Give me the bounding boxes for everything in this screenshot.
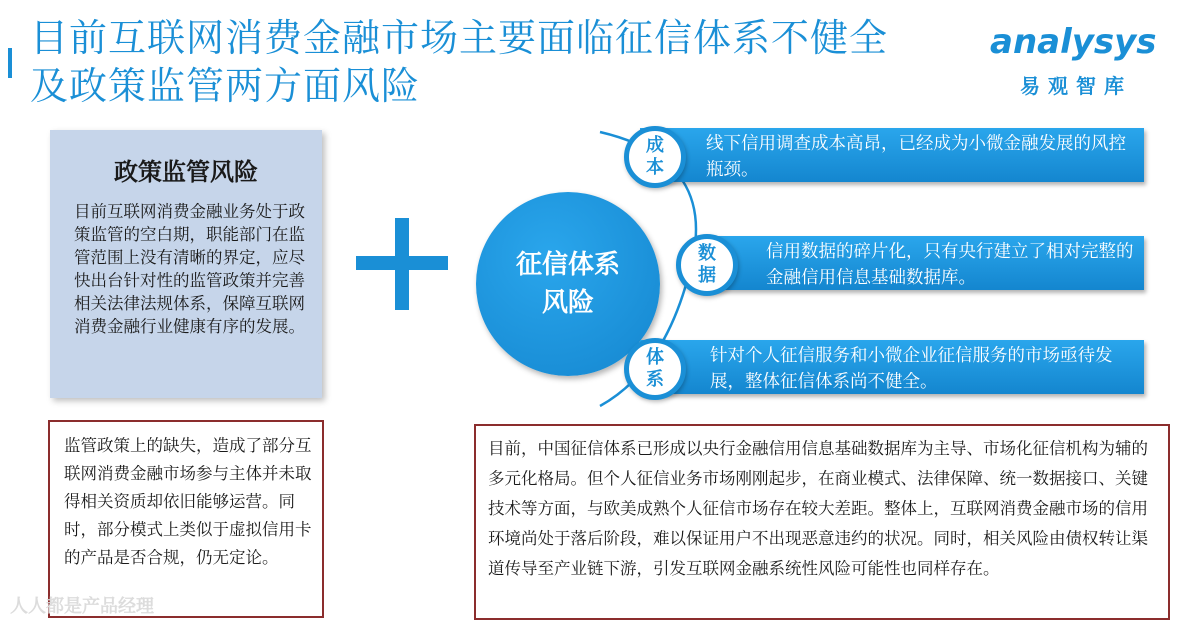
system-tag-circle [624,338,686,400]
credit-risk-title: 征信体系风险 [515,250,620,318]
cost-tag-circle [624,126,686,188]
policy-risk-panel [50,130,322,398]
credit-note-box [474,424,1170,620]
credit-note-text: 目前，中国征信体系已形成以央行金融信用信息基础数据库为主导、市场化征信机构为辅的多元化格局。但个人征信业务市场刚刚起步，在商业模式、法律保障、统一数据接口、关键技术等方面，与欧美成熟个人征信市场存在较大差距。整体上，互联网消费金融市场的信用环境尚处于落后阶段，难以保证用户不出现恶意违约的状况。同时，相关风险由债权转让渠道传导至产业链下游，引发互联网金融系统性风险可能性也同样存在。 [488,439,1148,578]
logo-chinese-name: 易观智库 [1020,74,1132,98]
policy-risk-title: 政策监管风险 [114,158,258,186]
logo-wordmark: analysys [990,22,1157,62]
policy-note-box [48,420,324,618]
data-text: 信用数据的碎片化，只有央行建立了相对完整的金融信用信息基础数据库。 [766,242,1134,288]
plus-icon [356,218,448,310]
page-title-line1: 目前互联网消费金融市场主要面临征信体系不健全 [30,16,889,60]
cost-tag: 成本 [646,135,664,178]
page-title-line2: 及政策监管两方面风险 [30,64,421,108]
policy-risk-body: 目前互联网消费金融业务处于政策监管的空白期，职能部门在监管范围上没有清晰的界定，应尽快出台针对性的监管政策并完善相关法律法规体系，保障互联网消费金融行业健康有序的发展。 [74,202,305,336]
cost-text: 线下信用调查成本高昂，已经成为小微金融发展的风控瓶颈。 [706,134,1126,180]
data-tag-circle [676,234,738,296]
system-tag: 体系 [646,347,664,390]
watermark: 人人都是产品经理 [10,596,154,617]
data-tag: 数据 [698,243,716,286]
title-accent-bar [8,48,12,78]
policy-note-text: 监管政策上的缺失，造成了部分互联网消费金融市场参与主体并未取得相关资质却依旧能够运营。同时，部分模式上类似于虚拟信用卡的产品是否合规，仍无定论。 [64,436,312,567]
page-title [30,14,930,110]
system-text: 针对个人征信服务和小微企业征信服务的市场亟待发展，整体征信体系尚不健全。 [710,346,1113,392]
analysys-logo [990,22,1170,102]
